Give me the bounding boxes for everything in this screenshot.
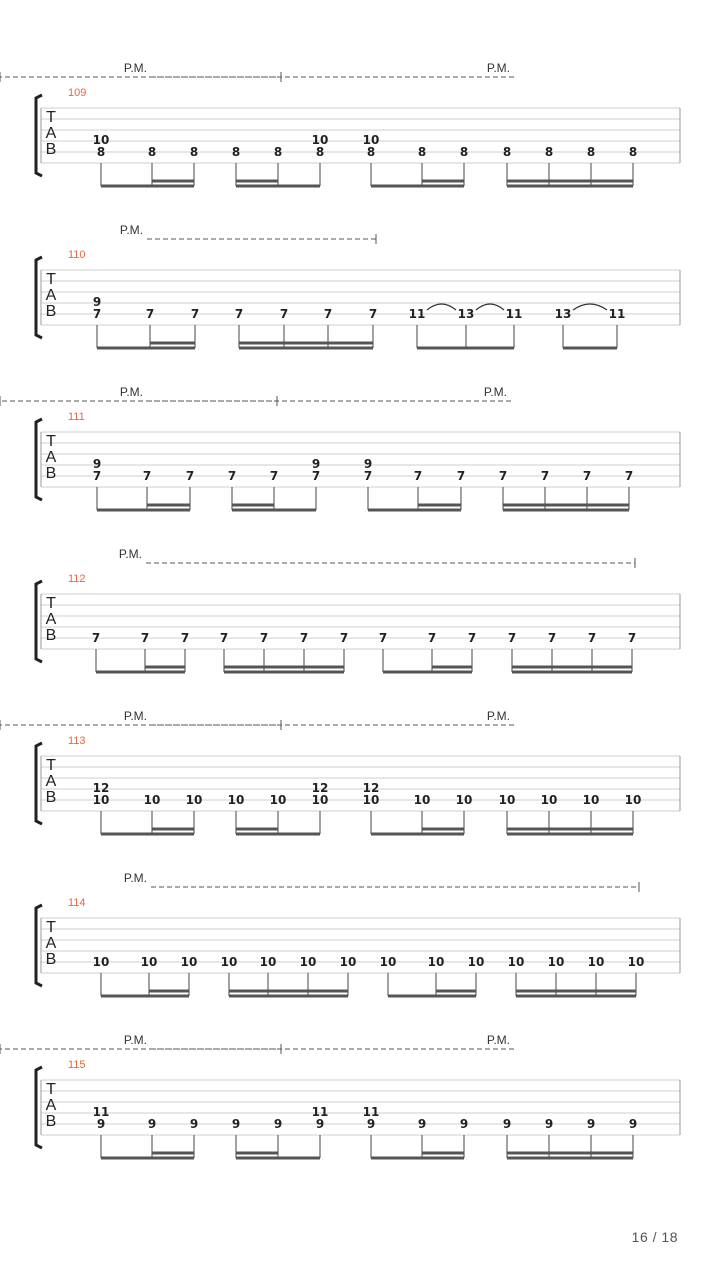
fret-number: 7	[627, 631, 637, 645]
tie-arc	[573, 304, 607, 310]
fret-number: 7	[413, 469, 423, 483]
fret-number: 8	[366, 145, 376, 159]
palm-mute-label: P.M.	[119, 223, 143, 237]
fret-number: 7	[92, 469, 102, 483]
fret-number-upper: 11	[311, 1105, 329, 1119]
tab-clef-letter: T	[46, 595, 56, 612]
fret-number: 7	[279, 307, 289, 321]
fret-number: 8	[459, 145, 469, 159]
fret-number-upper: 11	[362, 1105, 380, 1119]
tab-clef-letter: T	[46, 109, 56, 126]
fret-number-upper: 10	[311, 133, 329, 147]
fret-number: 7	[91, 631, 101, 645]
measure-number: 111	[68, 411, 85, 423]
tab-clef-letter: A	[45, 287, 57, 304]
fret-number: 10	[624, 793, 642, 807]
fret-number: 7	[339, 631, 349, 645]
fret-number: 7	[140, 631, 150, 645]
fret-number: 10	[362, 793, 380, 807]
palm-mute-label: P.M.	[123, 709, 147, 723]
fret-number: 10	[507, 955, 525, 969]
fret-number: 10	[311, 793, 329, 807]
fret-number: 7	[582, 469, 592, 483]
fret-number: 8	[231, 145, 241, 159]
palm-mute-label: P.M.	[486, 709, 510, 723]
fret-number-upper: 10	[362, 133, 380, 147]
fret-number-upper: 9	[92, 457, 102, 471]
palm-mute-label: P.M.	[486, 61, 510, 75]
fret-number: 9	[96, 1117, 106, 1131]
fret-number: 10	[140, 955, 158, 969]
tab-system	[0, 1033, 680, 1158]
tab-clef-letter: B	[45, 1113, 57, 1130]
palm-mute-label: P.M.	[119, 385, 143, 399]
fret-number: 7	[190, 307, 200, 321]
fret-number: 13	[554, 307, 572, 321]
tie-arc	[476, 304, 504, 310]
fret-number: 11	[608, 307, 626, 321]
fret-number: 8	[147, 145, 157, 159]
fret-number: 9	[315, 1117, 325, 1131]
fret-number: 7	[467, 631, 477, 645]
fret-number: 9	[147, 1117, 157, 1131]
tab-clef-letter: T	[46, 919, 56, 936]
tab-clef-letter: T	[46, 757, 56, 774]
tab-clef-letter: T	[46, 433, 56, 450]
tab-system	[0, 61, 680, 186]
fret-number: 10	[582, 793, 600, 807]
fret-number: 7	[624, 469, 634, 483]
fret-number: 10	[299, 955, 317, 969]
palm-mute-label: P.M.	[486, 1033, 510, 1047]
fret-number: 10	[427, 955, 445, 969]
fret-number: 7	[142, 469, 152, 483]
fret-number: 8	[544, 145, 554, 159]
palm-mute-label: P.M.	[123, 871, 147, 885]
tab-clef-letter: A	[45, 1097, 57, 1114]
fret-number-upper: 9	[363, 457, 373, 471]
tab-clef-letter: B	[45, 951, 57, 968]
palm-mute-label: P.M.	[118, 547, 142, 561]
palm-mute-label: P.M.	[483, 385, 507, 399]
tab-clef-letter: A	[45, 773, 57, 790]
fret-number-upper: 9	[92, 295, 102, 309]
measure-number: 114	[68, 897, 86, 909]
fret-number: 7	[185, 469, 195, 483]
measure-number: 109	[68, 87, 87, 99]
fret-number: 9	[417, 1117, 427, 1131]
fret-number: 9	[459, 1117, 469, 1131]
tab-clef-letter: B	[45, 141, 57, 158]
fret-number: 10	[269, 793, 287, 807]
fret-number: 10	[92, 955, 110, 969]
fret-number: 9	[502, 1117, 512, 1131]
fret-number: 10	[92, 793, 110, 807]
tab-clef-letter: T	[46, 271, 56, 288]
fret-number: 7	[323, 307, 333, 321]
fret-number: 8	[628, 145, 638, 159]
tab-system	[0, 709, 680, 834]
fret-number: 7	[587, 631, 597, 645]
fret-number: 11	[505, 307, 523, 321]
measure-number: 113	[68, 735, 86, 747]
fret-number: 8	[189, 145, 199, 159]
fret-number: 10	[467, 955, 485, 969]
fret-number: 7	[378, 631, 388, 645]
fret-number: 8	[273, 145, 283, 159]
fret-number: 7	[299, 631, 309, 645]
fret-number: 10	[455, 793, 473, 807]
tab-system	[0, 385, 680, 510]
fret-number: 10	[227, 793, 245, 807]
fret-number: 10	[220, 955, 238, 969]
fret-number: 10	[259, 955, 277, 969]
fret-number: 9	[231, 1117, 241, 1131]
fret-number: 10	[498, 793, 516, 807]
fret-number: 10	[413, 793, 431, 807]
fret-number: 7	[180, 631, 190, 645]
fret-number: 10	[180, 955, 198, 969]
fret-number: 9	[273, 1117, 283, 1131]
fret-number: 7	[219, 631, 229, 645]
tab-system	[36, 223, 680, 348]
measure-number: 112	[68, 573, 86, 585]
fret-number: 9	[189, 1117, 199, 1131]
fret-number-upper: 9	[311, 457, 321, 471]
tab-clef-letter: B	[45, 789, 57, 806]
fret-number: 7	[540, 469, 550, 483]
fret-number: 10	[185, 793, 203, 807]
tab-clef-letter: T	[46, 1081, 56, 1098]
fret-number: 10	[143, 793, 161, 807]
fret-number: 9	[586, 1117, 596, 1131]
fret-number: 7	[269, 469, 279, 483]
fret-number: 7	[456, 469, 466, 483]
tab-clef-letter: B	[45, 303, 57, 320]
fret-number: 13	[457, 307, 475, 321]
tab-clef-letter: B	[45, 465, 57, 482]
fret-number: 9	[544, 1117, 554, 1131]
fret-number: 8	[586, 145, 596, 159]
tab-clef-letter: A	[45, 611, 57, 628]
fret-number: 8	[502, 145, 512, 159]
measure-number: 110	[68, 249, 86, 261]
fret-number: 10	[587, 955, 605, 969]
tab-system	[36, 871, 680, 996]
fret-number: 7	[145, 307, 155, 321]
fret-number-upper: 12	[362, 781, 380, 795]
tab-system	[36, 547, 680, 672]
fret-number: 7	[363, 469, 373, 483]
tab-clef-letter: A	[45, 449, 57, 466]
tie-arc	[427, 304, 456, 310]
fret-number: 7	[259, 631, 269, 645]
fret-number: 7	[498, 469, 508, 483]
fret-number: 11	[408, 307, 426, 321]
tab-clef-letter: A	[45, 125, 57, 142]
palm-mute-label: P.M.	[123, 61, 147, 75]
fret-number: 7	[507, 631, 517, 645]
fret-number: 9	[366, 1117, 376, 1131]
fret-number: 7	[547, 631, 557, 645]
fret-number: 10	[379, 955, 397, 969]
fret-number: 10	[547, 955, 565, 969]
fret-number: 10	[339, 955, 357, 969]
fret-number: 8	[417, 145, 427, 159]
fret-number: 7	[92, 307, 102, 321]
fret-number: 7	[311, 469, 321, 483]
fret-number: 7	[227, 469, 237, 483]
fret-number: 7	[427, 631, 437, 645]
fret-number: 8	[315, 145, 325, 159]
page-number: 16 / 18	[631, 1229, 678, 1245]
tab-clef-letter: A	[45, 935, 57, 952]
fret-number: 10	[627, 955, 645, 969]
fret-number-upper: 11	[92, 1105, 110, 1119]
fret-number: 8	[96, 145, 106, 159]
fret-number-upper: 12	[311, 781, 329, 795]
fret-number: 10	[540, 793, 558, 807]
fret-number: 7	[368, 307, 378, 321]
fret-number: 9	[628, 1117, 638, 1131]
palm-mute-label: P.M.	[123, 1033, 147, 1047]
measure-number: 115	[68, 1059, 86, 1071]
tab-clef-letter: B	[45, 627, 57, 644]
fret-number-upper: 12	[92, 781, 110, 795]
fret-number: 7	[234, 307, 244, 321]
fret-number-upper: 10	[92, 133, 110, 147]
